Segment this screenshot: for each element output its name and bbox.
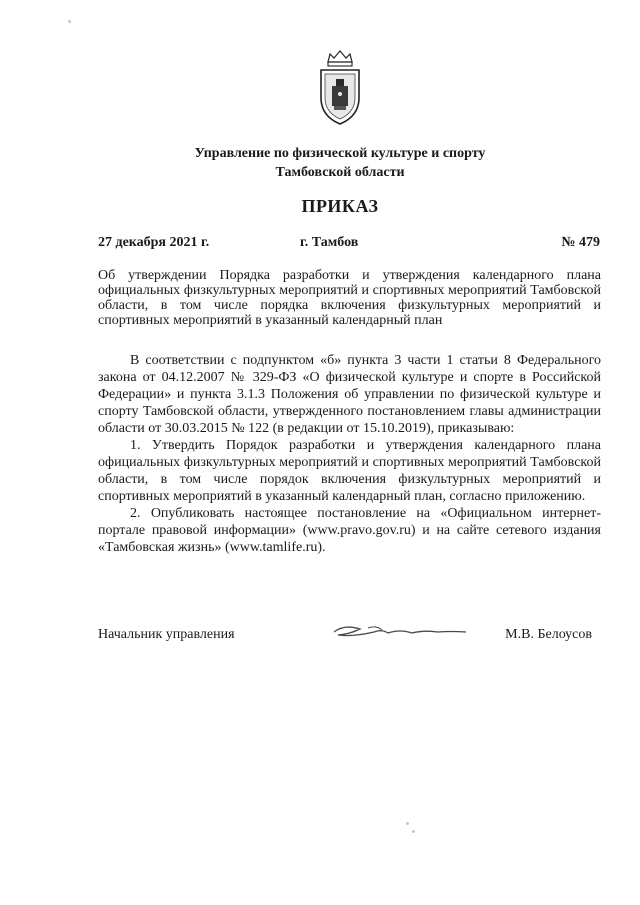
body-preamble: В соответствии с подпунктом «б» пункта 3 части 1 статьи 8 Федерального закона от 04.12.2007 № 329-ФЗ «О физической культуре и спорте в Российской Федерации» и пункта 3.1.3 Положения об управлении по физической культуре и спорту Тамбовской области, утвержденного постановлением главы администрации области от 30.03.2015 № 122 (в редакции от 15.10.2019), приказываю: [98,353,601,436]
tambov-region-coat-of-arms-icon [318,48,362,128]
signatory-position: Начальник управления [98,627,235,642]
document-city: г. Тамбов [300,235,359,250]
organization-name [140,144,540,182]
scan-speck [68,20,71,23]
document-number: № 479 [561,235,600,250]
handwritten-signature-icon [330,620,470,642]
organization-line-1: Управление по физической культуре и спорту [194,146,486,161]
document-date: 27 декабря 2021 г. [98,235,210,250]
body-item-1: 1. Утвердить Порядок разработки и утверждения календарного плана официальных физкультурных мероприятий и спортивных мероприятий Тамбовской области, в том числе порядок включения физкультурных мероприятий и спортивных мероприятий в указанный календарный план, согласно приложению. [98,438,601,504]
document-body [98,352,601,556]
scan-speck [412,830,415,833]
scan-speck [406,822,409,825]
document-title: ПРИКАЗ [301,196,379,216]
organization-line-2: Тамбовской области [275,165,405,180]
body-item-2: 2. Опубликовать настоящее постановление на «Официальном интернет-портале правовой информации» (www.pravo.gov.ru) и на сайте сетевого издания «Тамбовская жизнь» (www.tamlife.ru). [98,506,601,555]
signatory-name: М.В. Белоусов [505,627,592,642]
document-subject: Об утверждении Порядка разработки и утверждения календарного плана официальных физкультурных мероприятий и спортивных мероприятий Тамбовской области, в том числе порядка включения физкультурных мероприятий и спортивных мероприятий в указанный календарный план [98,268,601,328]
